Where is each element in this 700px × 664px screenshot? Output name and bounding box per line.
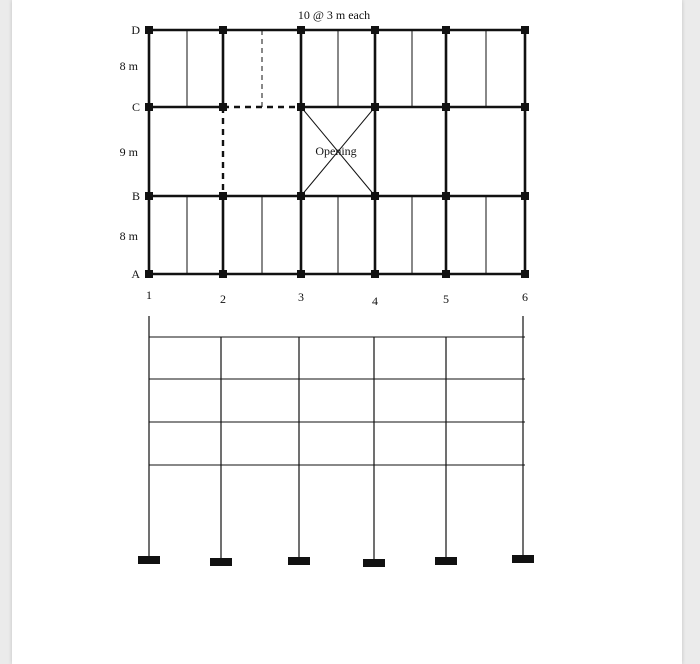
dim-label-cb: 9 m (119, 145, 138, 159)
col-label-5: 5 (443, 292, 449, 306)
col-label-2: 2 (220, 292, 226, 306)
opening (301, 107, 375, 196)
elevation-columns (149, 316, 523, 563)
dim-label-ba: 8 m (119, 229, 138, 243)
row-label-d: D (131, 23, 140, 37)
row-label-c: C (131, 100, 140, 114)
col-label-1: 1 (146, 288, 152, 302)
plan-title: 10 @ 3 m each (297, 8, 371, 22)
fixed-supports (138, 555, 534, 567)
frame-elevation (138, 316, 534, 567)
col-label-3: 3 (298, 290, 304, 304)
floor-plan (120, 8, 529, 308)
dashed-girders (223, 107, 301, 196)
col-label-6: 6 (522, 290, 528, 304)
opening-label: Opening (315, 144, 357, 158)
col-label-4: 4 (372, 294, 378, 308)
dim-label-dc: 8 m (119, 59, 138, 73)
row-label-a: A (131, 267, 140, 281)
secondary-beams-dc (187, 30, 486, 107)
secondary-beams-ba (187, 196, 486, 274)
floor-beams (149, 337, 525, 465)
row-label-b: B (131, 189, 140, 203)
